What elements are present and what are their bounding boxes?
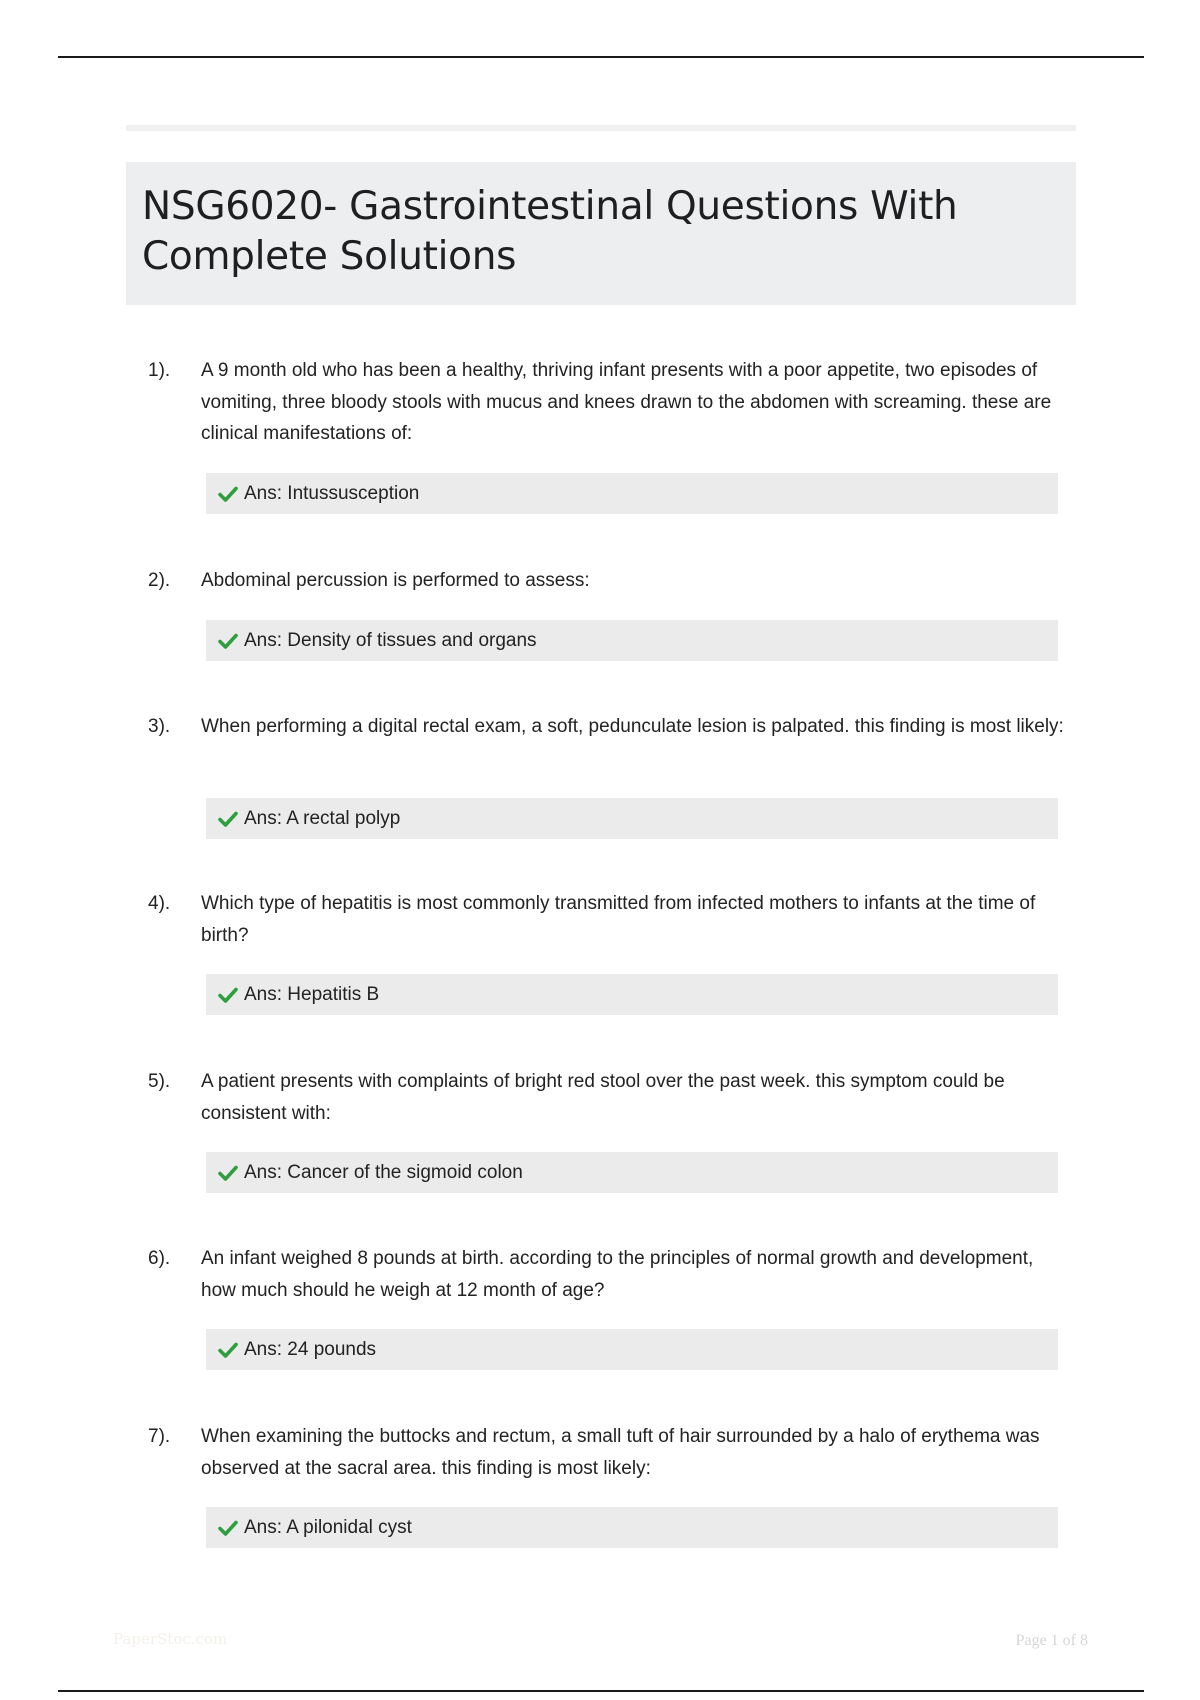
question-number: 6). (148, 1248, 171, 1269)
question-number: 4). (148, 893, 171, 914)
checkmark-icon (218, 1165, 238, 1181)
answer-box (206, 1329, 1058, 1370)
header-divider (126, 125, 1076, 131)
question-number: 5). (148, 1071, 171, 1092)
document-title: NSG6020- Gastrointestinal Questions With Complete Solutions (142, 184, 958, 279)
question-text: When examining the buttocks and rectum, a small tuft of hair surrounded by a halo of erythema was observed at the sacral area. this finding is most likely: (201, 1426, 1040, 1479)
question-text: A 9 month old who has been a healthy, thriving infant presents with a poor appetite, two episodes of vomiting, three bloody stools with mucus and knees drawn to the abdomen with screaming. these are clinical manifestations of: (201, 360, 1052, 444)
answer-text: Ans: A rectal polyp (244, 807, 401, 829)
answer-text: Ans: 24 pounds (244, 1338, 377, 1360)
question-text: Abdominal percussion is performed to assess: (201, 570, 590, 591)
checkmark-icon (218, 633, 238, 649)
question-text: When performing a digital rectal exam, a soft, pedunculate lesion is palpated. this finding is most likely: (201, 716, 1064, 737)
answer-text: Ans: Density of tissues and organs (244, 629, 537, 651)
bottom-rule (58, 1690, 1144, 1692)
question-text: Which type of hepatitis is most commonly transmitted from infected mothers to infants at the time of birth? (201, 893, 1036, 946)
question-text: An infant weighed 8 pounds at birth. according to the principles of normal growth and development, how much should he weigh at 12 month of age? (201, 1248, 1034, 1301)
answer-box (206, 1507, 1058, 1548)
page-number: Page 1 of 8 (1015, 1632, 1088, 1649)
checkmark-icon (218, 987, 238, 1003)
answer-box (206, 798, 1058, 839)
answer-box (206, 974, 1058, 1015)
answer-box (206, 620, 1058, 661)
checkmark-icon (218, 1342, 238, 1358)
checkmark-icon (218, 486, 238, 502)
top-rule (58, 56, 1144, 58)
title-box (126, 162, 1076, 305)
answer-text: Ans: Intussusception (244, 482, 420, 504)
checkmark-icon (218, 1520, 238, 1536)
question-number: 7). (148, 1426, 171, 1447)
answer-text: Ans: A pilonidal cyst (244, 1516, 412, 1538)
answer-box (206, 1152, 1058, 1193)
watermark-text: PaperStoc.com (113, 1630, 228, 1648)
question-number: 2). (148, 570, 171, 591)
question-text: A patient presents with complaints of bright red stool over the past week. this symptom could be consistent with: (201, 1071, 1005, 1124)
answer-box (206, 473, 1058, 514)
question-number: 3). (148, 716, 171, 737)
checkmark-icon (218, 811, 238, 827)
answer-text: Ans: Cancer of the sigmoid colon (244, 1161, 523, 1183)
answer-text: Ans: Hepatitis B (244, 983, 380, 1005)
question-number: 1). (148, 360, 171, 381)
